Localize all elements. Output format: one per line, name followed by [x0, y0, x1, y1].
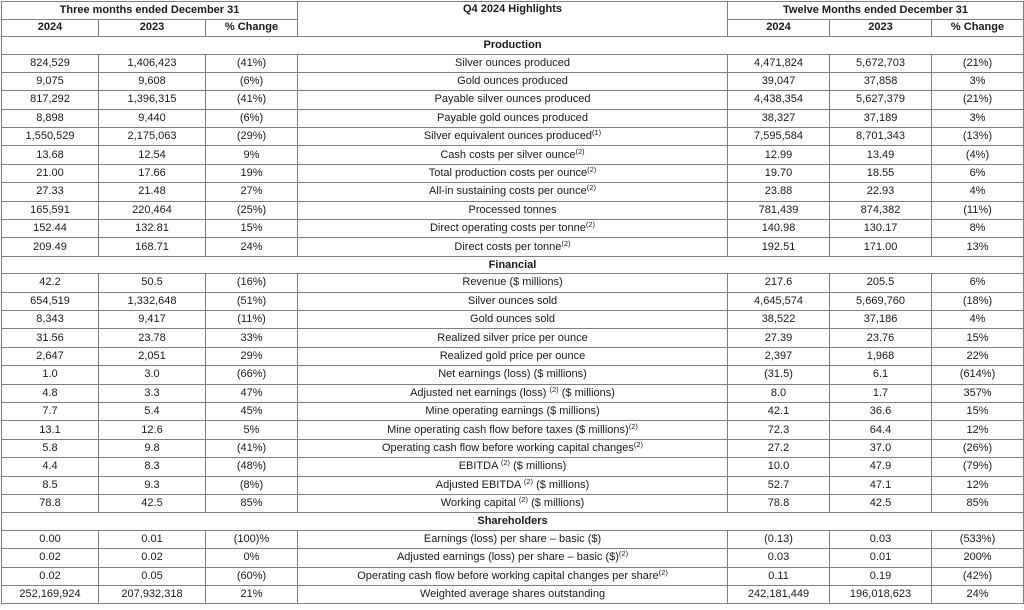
metric-label-text: Cash costs per silver ounce	[440, 148, 576, 161]
q-change-cell: (6%)	[206, 109, 298, 127]
q-change-cell: 47%	[206, 384, 298, 402]
q-change-cell: (41%)	[206, 91, 298, 109]
metric-label	[298, 476, 728, 494]
metric-label-text: Revenue ($ millions)	[462, 276, 563, 289]
q-change-cell: (8%)	[206, 476, 298, 494]
metric-label	[298, 458, 728, 476]
metric-label	[298, 164, 728, 182]
footnote-marker: (2)	[575, 146, 585, 156]
y-2023-cell: 37,186	[830, 311, 932, 329]
y-2024-cell: 78.8	[728, 494, 830, 512]
q-2023-cell: 8.3	[99, 458, 206, 476]
y-2024-cell: 42.1	[728, 403, 830, 421]
q-2024-cell: 0.02	[2, 567, 99, 585]
y-change-cell: 6%	[932, 274, 1024, 292]
metric-label	[298, 91, 728, 109]
y-2024-cell: 52.7	[728, 476, 830, 494]
footnote-marker: (2)	[500, 458, 511, 468]
q-change-cell: 27%	[206, 183, 298, 201]
q-2023-cell: 0.05	[99, 567, 206, 585]
metric-label-text: Payable gold ounces produced	[436, 111, 589, 124]
highlights-title: Q4 2024 Highlights	[298, 2, 728, 37]
q-2024-cell: 13.68	[2, 146, 99, 164]
table-row	[2, 329, 1024, 347]
q-change-cell: (41%)	[206, 54, 298, 72]
y-2024-cell: 4,438,354	[728, 91, 830, 109]
metric-unit: ($ millions)	[561, 386, 615, 399]
y-2023-cell: 1.7	[830, 384, 932, 402]
q-2023-cell: 3.3	[99, 384, 206, 402]
q-change-cell: (29%)	[206, 128, 298, 146]
metric-label	[298, 220, 728, 238]
q-2023-cell: 17.66	[99, 164, 206, 182]
metric-label-text: Realized gold price per ounce	[439, 350, 586, 363]
metric-label	[298, 311, 728, 329]
q-2023-cell: 2,175,063	[99, 128, 206, 146]
q-2024-cell: 7.7	[2, 403, 99, 421]
metric-label-text: Mine operating cash flow before taxes ($ millions)	[387, 423, 629, 436]
y-2024-cell: 0.03	[728, 549, 830, 567]
y-2023-cell: 0.01	[830, 549, 932, 567]
metric-label-text: Total production costs per ounce	[428, 167, 588, 180]
q-2023-cell: 9.3	[99, 476, 206, 494]
table-row	[2, 201, 1024, 219]
y-2023-cell: 5,669,760	[830, 292, 932, 310]
footnote-marker: (1)	[592, 128, 602, 138]
q-2024-cell: 4.8	[2, 384, 99, 402]
table-row	[2, 72, 1024, 90]
y-2024-cell: 27.39	[728, 329, 830, 347]
y-change-cell: 6%	[932, 164, 1024, 182]
y-change-cell: 12%	[932, 421, 1024, 439]
metric-label-text: Adjusted EBITDA	[435, 478, 521, 491]
metric-label-text: Gold ounces produced	[457, 75, 568, 88]
footnote-marker: (2)	[549, 384, 559, 394]
metric-label	[298, 146, 728, 164]
q-change-cell: 0%	[206, 549, 298, 567]
q-change-cell: 15%	[206, 220, 298, 238]
section-row	[2, 513, 1024, 531]
y-2024-cell: 140.98	[728, 220, 830, 238]
table-row	[2, 91, 1024, 109]
q-2023-cell: 0.02	[99, 549, 206, 567]
y-change-cell: 22%	[932, 347, 1024, 365]
table-row	[2, 421, 1024, 439]
metric-label-text: Mine operating earnings ($ millions)	[425, 405, 600, 418]
y-change-cell: 12%	[932, 476, 1024, 494]
table-row	[2, 274, 1024, 292]
highlights-table	[1, 1, 1024, 604]
q-2023-cell: 50.5	[99, 274, 206, 292]
y-2024-cell: 10.0	[728, 458, 830, 476]
y-2023-cell: 47.1	[830, 476, 932, 494]
y-2023-cell: 0.03	[830, 530, 932, 548]
q-2024-cell: 5.8	[2, 439, 99, 457]
metric-label	[298, 567, 728, 585]
y-2024-cell: 72.3	[728, 421, 830, 439]
metric-label-text: Adjusted earnings (loss) per share – basic ($)	[396, 551, 619, 564]
table-row	[2, 567, 1024, 585]
table-row	[2, 146, 1024, 164]
twelve-months-group-header: Twelve Months ended December 31	[728, 2, 1024, 20]
metric-label	[298, 183, 728, 201]
footnote-marker: (2)	[523, 476, 533, 486]
metric-unit: ($ millions)	[513, 460, 567, 473]
q-change-cell: 5%	[206, 421, 298, 439]
q-2024-cell: 817,292	[2, 91, 99, 109]
q-2023-cell: 1,332,648	[99, 292, 206, 310]
y-change-cell: (614%)	[932, 366, 1024, 384]
q-col-2023-header: 2023	[99, 19, 206, 37]
y-2023-cell: 22.93	[830, 183, 932, 201]
q-2024-cell: 0.00	[2, 530, 99, 548]
q-2024-cell: 13.1	[2, 421, 99, 439]
section-title: Financial	[2, 256, 1024, 274]
q-2023-cell: 1,396,315	[99, 91, 206, 109]
metric-label-text: Weighted average shares outstanding	[419, 588, 606, 601]
q-2023-cell: 168.71	[99, 238, 206, 256]
q-change-cell: (25%)	[206, 201, 298, 219]
q-change-cell: 33%	[206, 329, 298, 347]
metric-label-text: All-in sustaining costs per ounce	[429, 185, 587, 198]
y-2024-cell: 8.0	[728, 384, 830, 402]
metric-label-text: Working capital	[440, 497, 516, 510]
y-2024-cell: 4,471,824	[728, 54, 830, 72]
footnote-marker: (2)	[561, 238, 571, 248]
footnote-marker: (2)	[633, 440, 644, 449]
q-2023-cell: 12.54	[99, 146, 206, 164]
y-2024-cell: 217.6	[728, 274, 830, 292]
y-change-cell: (21%)	[932, 54, 1024, 72]
q-change-cell: (48%)	[206, 458, 298, 476]
q-2023-cell: 207,932,318	[99, 586, 206, 604]
y-2024-cell: 27.2	[728, 439, 830, 457]
metric-label	[298, 494, 728, 512]
y-change-cell: 8%	[932, 220, 1024, 238]
section-title: Shareholders	[2, 513, 1024, 531]
table-body	[2, 37, 1024, 604]
q-change-cell: 45%	[206, 403, 298, 421]
q-2024-cell: 8,898	[2, 109, 99, 127]
q-change-cell: (66%)	[206, 366, 298, 384]
q-2023-cell: 220,464	[99, 201, 206, 219]
metric-label	[298, 329, 728, 347]
table-row	[2, 494, 1024, 512]
q-change-cell: (41%)	[206, 439, 298, 457]
table-row	[2, 292, 1024, 310]
q-2024-cell: 654,519	[2, 292, 99, 310]
y-2023-cell: 874,382	[830, 201, 932, 219]
y-change-cell: 85%	[932, 494, 1024, 512]
metric-label	[298, 347, 728, 365]
y-change-cell: (18%)	[932, 292, 1024, 310]
y-col-change-header: % Change	[932, 19, 1024, 37]
y-2023-cell: 37.0	[830, 439, 932, 457]
y-2024-cell: 39,047	[728, 72, 830, 90]
q-2024-cell: 27.33	[2, 183, 99, 201]
y-2024-cell: 38,522	[728, 311, 830, 329]
q-change-cell: 29%	[206, 347, 298, 365]
q-2024-cell: 0.02	[2, 549, 99, 567]
y-2024-cell: (31.5)	[728, 366, 830, 384]
metric-unit: ($ millions)	[536, 478, 590, 491]
y-2024-cell: 19.70	[728, 164, 830, 182]
footnote-marker: (2)	[586, 183, 596, 193]
y-change-cell: 4%	[932, 311, 1024, 329]
q-change-cell: (51%)	[206, 292, 298, 310]
table-row	[2, 476, 1024, 494]
y-2024-cell: 192.51	[728, 238, 830, 256]
metric-label-text: Silver ounces produced	[455, 56, 570, 69]
y-2024-cell: 4,645,574	[728, 292, 830, 310]
q-2023-cell: 9,440	[99, 109, 206, 127]
y-2023-cell: 13.49	[830, 146, 932, 164]
table-row	[2, 549, 1024, 567]
metric-label	[298, 421, 728, 439]
q-2024-cell: 21.00	[2, 164, 99, 182]
q-change-cell: (60%)	[206, 567, 298, 585]
metric-label-text: Silver equivalent ounces produced	[423, 130, 593, 143]
three-months-group-header: Three months ended December 31	[2, 2, 298, 20]
table-row	[2, 384, 1024, 402]
y-change-cell: (42%)	[932, 567, 1024, 585]
metric-label-text: Operating cash flow before working capital changes	[381, 442, 634, 454]
metric-label	[298, 403, 728, 421]
q-2023-cell: 12.6	[99, 421, 206, 439]
y-2023-cell: 37,858	[830, 72, 932, 90]
q-2023-cell: 23.78	[99, 329, 206, 347]
y-2023-cell: 42.5	[830, 494, 932, 512]
metric-unit: ($ millions)	[531, 497, 585, 510]
y-2024-cell: 0.11	[728, 567, 830, 585]
y-2023-cell: 23.76	[830, 329, 932, 347]
footnote-marker: (2)	[618, 549, 629, 559]
metric-label	[298, 549, 728, 567]
q-col-change-header: % Change	[206, 19, 298, 37]
table-row	[2, 530, 1024, 548]
y-2024-cell: 781,439	[728, 201, 830, 219]
y-change-cell: (533%)	[932, 530, 1024, 548]
y-2023-cell: 5,627,379	[830, 91, 932, 109]
q-change-cell: 9%	[206, 146, 298, 164]
table-row	[2, 366, 1024, 384]
q-change-cell: 85%	[206, 494, 298, 512]
q-2024-cell: 824,529	[2, 54, 99, 72]
q-2023-cell: 5.4	[99, 403, 206, 421]
y-2023-cell: 37,189	[830, 109, 932, 127]
metric-label-text: Gold ounces sold	[470, 313, 556, 326]
y-2024-cell: 242,181,449	[728, 586, 830, 604]
y-2023-cell: 205.5	[830, 274, 932, 292]
table-row	[2, 109, 1024, 127]
metric-label	[298, 292, 728, 310]
metric-label	[298, 530, 728, 548]
y-2023-cell: 196,018,623	[830, 586, 932, 604]
y-change-cell: (26%)	[932, 439, 1024, 457]
q-2023-cell: 132.81	[99, 220, 206, 238]
table-row	[2, 54, 1024, 72]
q-2024-cell: 2,647	[2, 347, 99, 365]
y-change-cell: 15%	[932, 403, 1024, 421]
q-change-cell: 24%	[206, 238, 298, 256]
y-change-cell: (13%)	[932, 128, 1024, 146]
metric-label-text: Net earnings (loss) ($ millions)	[438, 368, 587, 381]
metric-label-text: Direct costs per tonne	[454, 240, 562, 253]
metric-label-text: Processed tonnes	[468, 203, 557, 216]
section-row	[2, 256, 1024, 274]
q-change-cell: (6%)	[206, 72, 298, 90]
metric-label-text: Earnings (loss) per share – basic ($)	[423, 533, 602, 546]
q-change-cell: 21%	[206, 586, 298, 604]
y-2024-cell: 23.88	[728, 183, 830, 201]
table-row	[2, 183, 1024, 201]
y-change-cell: 24%	[932, 586, 1024, 604]
q-2023-cell: 3.0	[99, 366, 206, 384]
q-2023-cell: 9.8	[99, 439, 206, 457]
metric-label-text: Realized silver price per ounce	[437, 331, 588, 344]
y-2023-cell: 5,672,703	[830, 54, 932, 72]
metric-label	[298, 109, 728, 127]
q-change-cell: (16%)	[206, 274, 298, 292]
q-2024-cell: 152.44	[2, 220, 99, 238]
y-2023-cell: 18.55	[830, 164, 932, 182]
q-2023-cell: 1,406,423	[99, 54, 206, 72]
table-row	[2, 128, 1024, 146]
q-2024-cell: 8,343	[2, 311, 99, 329]
footnote-marker: (2)	[658, 567, 668, 577]
q-change-cell: (11%)	[206, 311, 298, 329]
y-change-cell: (21%)	[932, 91, 1024, 109]
metric-label	[298, 72, 728, 90]
y-2023-cell: 64.4	[830, 421, 932, 439]
y-2023-cell: 130.17	[830, 220, 932, 238]
metric-label	[298, 238, 728, 256]
metric-label-text: Silver ounces sold	[467, 294, 558, 307]
y-col-2023-header: 2023	[830, 19, 932, 37]
table-row	[2, 347, 1024, 365]
y-change-cell: 3%	[932, 72, 1024, 90]
metric-label-text: EBITDA	[458, 460, 498, 473]
q-2024-cell: 8.5	[2, 476, 99, 494]
y-change-cell: 3%	[932, 109, 1024, 127]
table-row	[2, 164, 1024, 182]
q-2024-cell: 209.49	[2, 238, 99, 256]
metric-label-text: Adjusted net earnings (loss)	[410, 386, 547, 399]
table-header	[2, 2, 1024, 37]
q-2024-cell: 42.2	[2, 274, 99, 292]
y-2023-cell: 36.6	[830, 403, 932, 421]
metric-label	[298, 384, 728, 402]
y-change-cell: (4%)	[932, 146, 1024, 164]
footnote-marker: (2)	[587, 165, 597, 175]
q-2023-cell: 2,051	[99, 347, 206, 365]
metric-label-text: Direct operating costs per tonne	[429, 222, 586, 235]
y-change-cell: 357%	[932, 384, 1024, 402]
y-2024-cell: 38,327	[728, 109, 830, 127]
y-2024-cell: (0.13)	[728, 530, 830, 548]
y-change-cell: (11%)	[932, 201, 1024, 219]
table-row	[2, 458, 1024, 476]
q-col-2024-header: 2024	[2, 19, 99, 37]
q-2024-cell: 252,169,924	[2, 586, 99, 604]
footnote-marker: (2)	[585, 220, 596, 230]
y-2023-cell: 8,701,343	[830, 128, 932, 146]
q-2023-cell: 0.01	[99, 530, 206, 548]
metric-label	[298, 586, 728, 604]
q-2024-cell: 9,075	[2, 72, 99, 90]
q-2024-cell: 31.56	[2, 329, 99, 347]
table-row	[2, 586, 1024, 604]
y-change-cell: 4%	[932, 183, 1024, 201]
y-2023-cell: 1,968	[830, 347, 932, 365]
y-change-cell: 15%	[932, 329, 1024, 347]
metric-label	[298, 201, 728, 219]
q-2023-cell: 21.48	[99, 183, 206, 201]
metric-label	[298, 439, 728, 457]
y-2024-cell: 7,595,584	[728, 128, 830, 146]
y-change-cell: 200%	[932, 549, 1024, 567]
y-col-2024-header: 2024	[728, 19, 830, 37]
q-2024-cell: 78.8	[2, 494, 99, 512]
metric-label	[298, 274, 728, 292]
table-row	[2, 311, 1024, 329]
metric-label	[298, 54, 728, 72]
q-2023-cell: 9,417	[99, 311, 206, 329]
q-change-cell: 19%	[206, 164, 298, 182]
y-2023-cell: 171.00	[830, 238, 932, 256]
y-2023-cell: 0.19	[830, 567, 932, 585]
q-2023-cell: 9,608	[99, 72, 206, 90]
table-row	[2, 439, 1024, 457]
footnote-marker: (2)	[518, 495, 528, 505]
metric-label-text: Operating cash flow before working capital changes per share	[357, 569, 659, 582]
y-2024-cell: 12.99	[728, 146, 830, 164]
y-change-cell: 13%	[932, 238, 1024, 256]
q-2024-cell: 4.4	[2, 458, 99, 476]
y-change-cell: (79%)	[932, 458, 1024, 476]
q-2024-cell: 1,550,529	[2, 128, 99, 146]
metric-label	[298, 366, 728, 384]
q-2023-cell: 42.5	[99, 494, 206, 512]
footnote-marker: (2)	[628, 421, 638, 431]
table-row	[2, 403, 1024, 421]
y-2024-cell: 2,397	[728, 347, 830, 365]
y-2023-cell: 6.1	[830, 366, 932, 384]
q-2024-cell: 165,591	[2, 201, 99, 219]
table-row	[2, 220, 1024, 238]
section-title: Production	[2, 37, 1024, 55]
metric-label-text: Payable silver ounces produced	[434, 93, 591, 106]
table-row	[2, 238, 1024, 256]
q-change-cell: (100)%	[206, 530, 298, 548]
metric-label	[298, 128, 728, 146]
q-2024-cell: 1.0	[2, 366, 99, 384]
y-2023-cell: 47.9	[830, 458, 932, 476]
section-row	[2, 37, 1024, 55]
